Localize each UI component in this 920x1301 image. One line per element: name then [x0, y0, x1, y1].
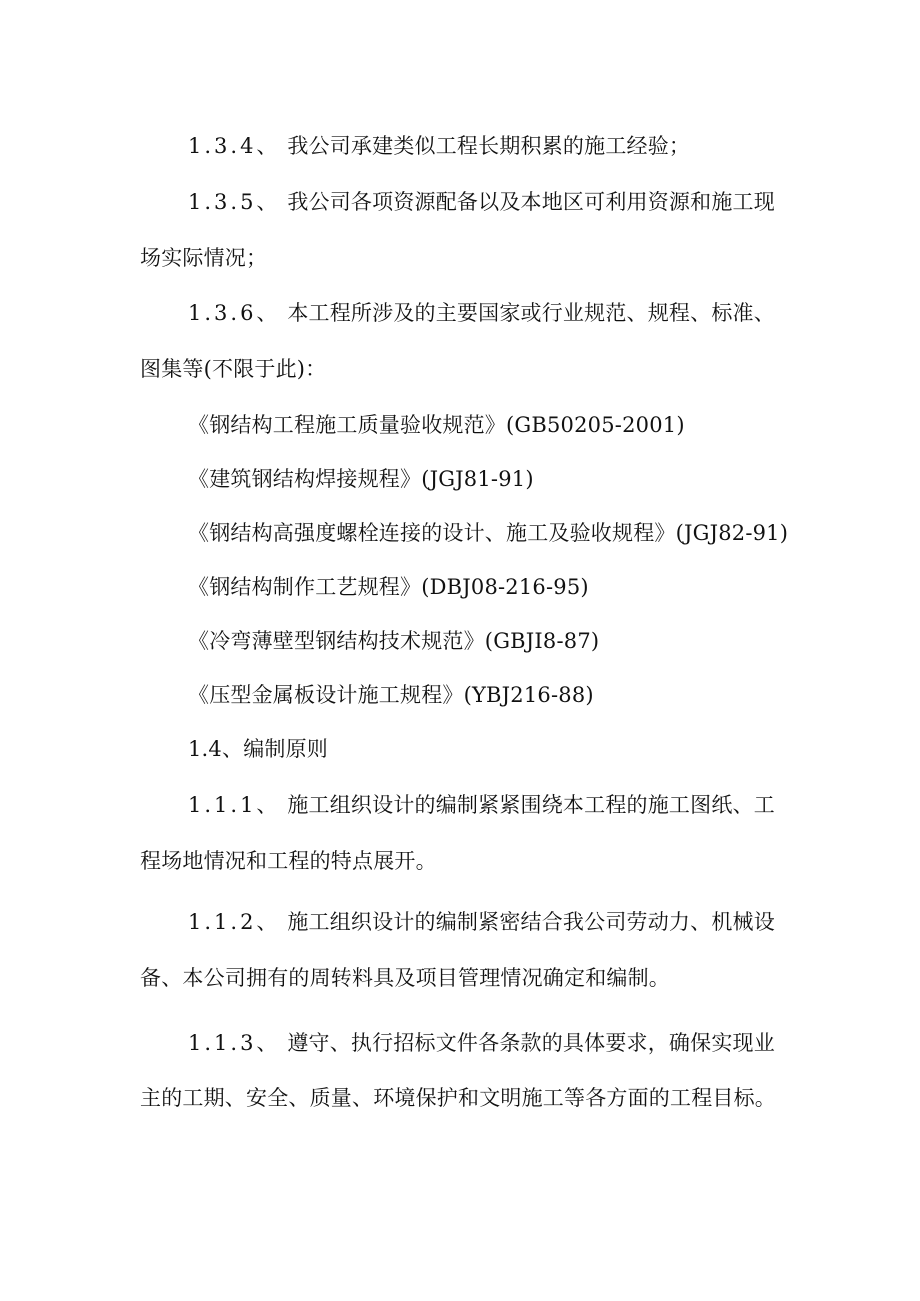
paragraph-text: 本工程所涉及的主要国家或行业规范、规程、标准、: [287, 301, 775, 325]
paragraph-1-1-3-line-2: 主的工期、安全、质量、环境保护和文明施工等各方面的工程目标。: [140, 1086, 776, 1110]
standard-item: 《钢结构工程施工质量验收规范》(GB50205-2001): [188, 413, 685, 437]
paragraph-text: 我公司各项资源配备以及本地区可利用资源和施工现: [287, 190, 775, 214]
paragraph-text: 我公司承建类似工程长期积累的施工经验；: [287, 134, 691, 158]
section-number: 1.3.4、: [188, 134, 281, 158]
section-number: 1.1.3、: [188, 1031, 281, 1055]
paragraph-1-3-6-line-1: [188, 298, 775, 328]
paragraph-1-3-5-line-2: 场实际情况；: [140, 246, 268, 270]
paragraph-1-1-1-line-2: 程场地情况和工程的特点展开。: [140, 849, 437, 873]
paragraph-1-1-2-line-1: [188, 907, 775, 937]
section-number: 1.1.2、: [188, 910, 281, 934]
paragraph-1-1-1-line-1: [188, 790, 775, 820]
paragraph-text: 施工组织设计的编制紧紧围绕本工程的施工图纸、工: [287, 793, 775, 817]
section-number: 1.1.1、: [188, 793, 281, 817]
paragraph-text: 施工组织设计的编制紧密结合我公司劳动力、机械设: [287, 910, 775, 934]
standard-item: 《压型金属板设计施工规程》(YBJ216-88): [188, 683, 594, 707]
standard-item: 《钢结构制作工艺规程》(DBJ08-216-95): [188, 575, 589, 599]
paragraph-1-3-5-line-1: [188, 187, 775, 217]
standard-item: 《钢结构高强度螺栓连接的设计、施工及验收规程》(JGJ82-91): [188, 521, 789, 545]
paragraph-1-3-4: [188, 131, 690, 161]
paragraph-1-3-6-line-2: 图集等(不限于此)：: [140, 357, 327, 381]
paragraph-text: 遵守、执行招标文件各条款的具体要求，确保实现业: [287, 1031, 775, 1055]
section-number: 1.3.6、: [188, 301, 281, 325]
paragraph-1-1-3-line-1: [188, 1028, 775, 1058]
standard-item: 《冷弯薄壁型钢结构技术规范》(GBJI8-87): [188, 629, 600, 653]
section-number: 1.3.5、: [188, 190, 281, 214]
paragraph-1-1-2-line-2: 备、本公司拥有的周转料具及项目管理情况确定和编制。: [140, 966, 670, 990]
standard-item: 《建筑钢结构焊接规程》(JGJ81-91): [188, 467, 534, 491]
section-heading-1-4: 1.4、编制原则: [188, 737, 328, 761]
